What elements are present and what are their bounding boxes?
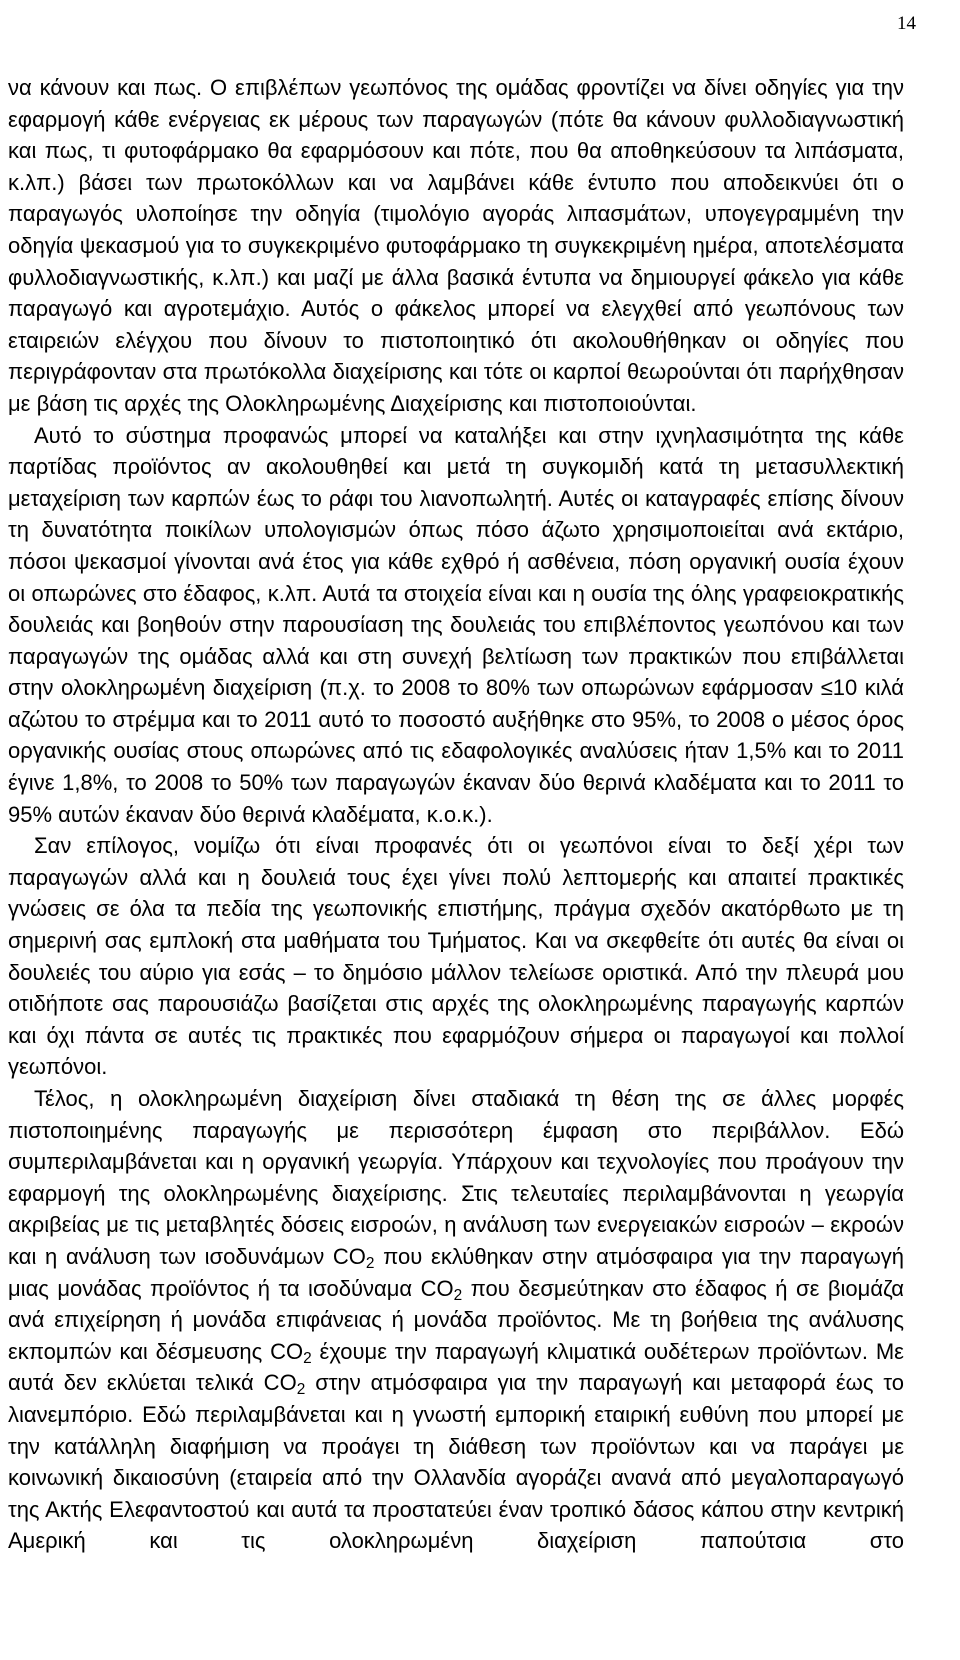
- body-text: [8, 72, 904, 1557]
- subscript: 2: [365, 1254, 375, 1272]
- paragraph-text: να κάνουν και πως. Ο επιβλέπων γεωπόνος της ομάδας φροντίζει να δίνει οδηγίες για την εφαρμογή κάθε ενέργειας εκ μέρους των παραγωγών (πότε θα κάνουν φυλλοδιαγνωστική και πως, τι φυτοφάρμακο θα εφαρμόσουν και πότε, που θα αποθηκεύσουν τα λιπάσματα, κ.λπ.) βάσει των πρωτοκόλλων και να λαμβάνει κάθε έντυπο που αποδεικνύει ότι ο παραγωγός υλοποίησε την οδηγία (τιμολόγιο αγοράς λιπασμάτων, υπογεγραμμένη την οδηγία ψεκασμού για το συγκεκριμένο φυτοφάρμακο τη συγκεκριμένη ημέρα, αποτελέσματα φυλλοδιαγνωστικής, κ.λπ.) και μαζί με άλλα βασικά έντυπα να δημιουργεί φάκελο για κάθε παραγωγό και αγροτεμάχιο. Αυτός ο φάκελος μπορεί να ελεγχθεί από γεωπόνους των εταιρειών ελέγχου που δίνουν το πιστοποιητικό ότι ακολουθήθηκαν οι οδηγίες που περιγράφονταν στα πρωτόκολλα διαχείρισης και τότε οι καρποί θεωρούνται ότι παρήχθησαν με βάση τις αρχές της Ολοκληρωμένης Διαχείρισης και πιστοποιούνται.: [8, 75, 904, 416]
- subscript: 2: [453, 1286, 463, 1304]
- paragraph: [8, 830, 904, 1083]
- paragraph: [8, 420, 904, 831]
- paragraph-text: στην ατμόσφαιρα για την παραγωγή και μεταφορά έως το λιανεμπόριο. Εδώ περιλαμβάνεται και η γνωστή εμπορική εταιρική ευθύνη που μπορεί με την κατάλληλη διαφήμιση να προάγει τη διάθεση των προϊόντων και να παράγει με κοινωνική δικαιοσύνη (εταιρεία από την Ολλανδία αγοράζει ανανά από μεγαλοπαραγωγό της Ακτής Ελεφαντοστού και αυτά τα προστατεύει έναν τροπικό δάσος κάπου στην κεντρική Αμερική και τις ολοκληρωμένη διαχείριση παπούτσια στο: [8, 1370, 905, 1554]
- page-number: 14: [897, 13, 916, 34]
- paragraph: [8, 72, 904, 420]
- paragraph-text: που εκλύθηκαν στην ατμόσφαιρα για την παραγωγή μιας μονάδας προϊόντος ή τα ισοδύναμα CO: [8, 1243, 904, 1301]
- subscript: 2: [296, 1381, 306, 1399]
- subscript: 2: [303, 1349, 312, 1367]
- paragraph: [8, 1083, 904, 1557]
- paragraph-text: Σαν επίλογος, νομίζω ότι είναι προφανές ότι οι γεωπόνοι είναι το δεξί χέρι των παραγωγών αλλά και η δουλειά τους έχει γίνει πολύ λεπτομερής και απαιτεί πρακτικές γνώσεις σε όλα τα πεδία της γεωπονικής επιστήμης, πράγμα σχεδόν ακατόρθωτο με τη σημερινή σας εμπλοκή στα μαθήματα του Τμήματος. Και να σκεφθείτε ότι αυτές θα είναι οι δουλειές του αύριο για εσάς – το δημόσιο μάλλον τελείωσε οριστικά. Από την πλευρά μου οτιδήποτε σας παρουσιάζω βασίζεται στις αρχές της ολοκληρωμένης παραγωγής καρπών και όχι πάντα σε αυτές τις πρακτικές που εφαρμόζουν σήμερα οι παραγωγοί και πολλοί γεωπόνοι.: [8, 833, 904, 1080]
- paragraph-text: Αυτό το σύστημα προφανώς μπορεί να καταλήξει και στην ιχνηλασιμότητα της κάθε παρτίδας προϊόντος αν ακολουθηθεί και μετά τη συγκομιδή κατά τη μετασυλλεκτική μεταχείριση των καρπών έως το ράφι του λιανοπωλητή. Αυτές οι καταγραφές επίσης δίνουν τη δυνατότητα ποικίλων υπολογισμών όπως πόσο άζωτο χρησιμοποιείται ανά εκτάριο, πόσοι ψεκασμοί γίνονται ανά έτος για κάθε εχθρό ή ασθένεια, πόση οργανική ουσία έχουν οι οπωρώνες στο έδαφος, κ.λπ. Αυτά τα στοιχεία είναι και η ουσία της όλης γραφειοκρατικής δουλειάς και βοηθούν στην παρουσίαση της δουλειάς του επιβλέποντος γεωπόνου και των παραγωγών της ομάδας αλλά και στη συνεχή βελτίωση των πρακτικών που επιβάλλεται στην ολοκληρωμένη διαχείριση (π.χ. το 2008 το 80% των οπωρώνων εφάρμοσαν ≤10 κιλά αζώτου το στρέμμα και το 2011 αυτό το ποσοστό αυξήθηκε στο 95%, το 2008 ο μέσος όρος οργανικής ουσίας στους οπωρώνες από τις εδαφολογικές αναλύσεις ήταν 1,5% και το 2011 έγινε 1,8%, το 2008 το 50% των παραγωγών έκαναν δύο θερινά κλαδέματα και το 2011 το 95% αυτών έκαναν δύο θερινά κλαδέματα, κ.ο.κ.).: [8, 422, 904, 827]
- paragraph-text: έχουμε την παραγωγή κλιματικά ουδέτερων προϊόντων. Με αυτά δεν εκλύεται τελικά CO: [8, 1338, 904, 1396]
- paragraph-text: που δεσμεύτηκαν στο έδαφος ή σε βιομάζα ανά επιχείρηση ή μονάδα επιφάνειας ή μονάδα προϊόντος. Με τη βοήθεια της ανάλυσης εκπομπών και δέσμευσης CO: [8, 1275, 904, 1364]
- paragraph-text: Τέλος, η ολοκληρωμένη διαχείριση δίνει σταδιακά τη θέση της σε άλλες μορφές πιστοποιημένης παραγωγής με περισσότερη έμφαση στο περιβάλλον. Εδώ συμπεριλαμβάνεται και η οργανική γεωργία. Υπάρχουν και τεχνολογίες που προάγουν την εφαρμογή της ολοκληρωμένης διαχείρισης. Στις τελευταίες περιλαμβάνονται η γεωργία ακριβείας με τις μεταβλητές δόσεις εισροών, η ανάλυση των ενεργειακών εισροών – εκροών και η ανάλυση των ισοδυνάμων CO: [8, 1086, 904, 1269]
